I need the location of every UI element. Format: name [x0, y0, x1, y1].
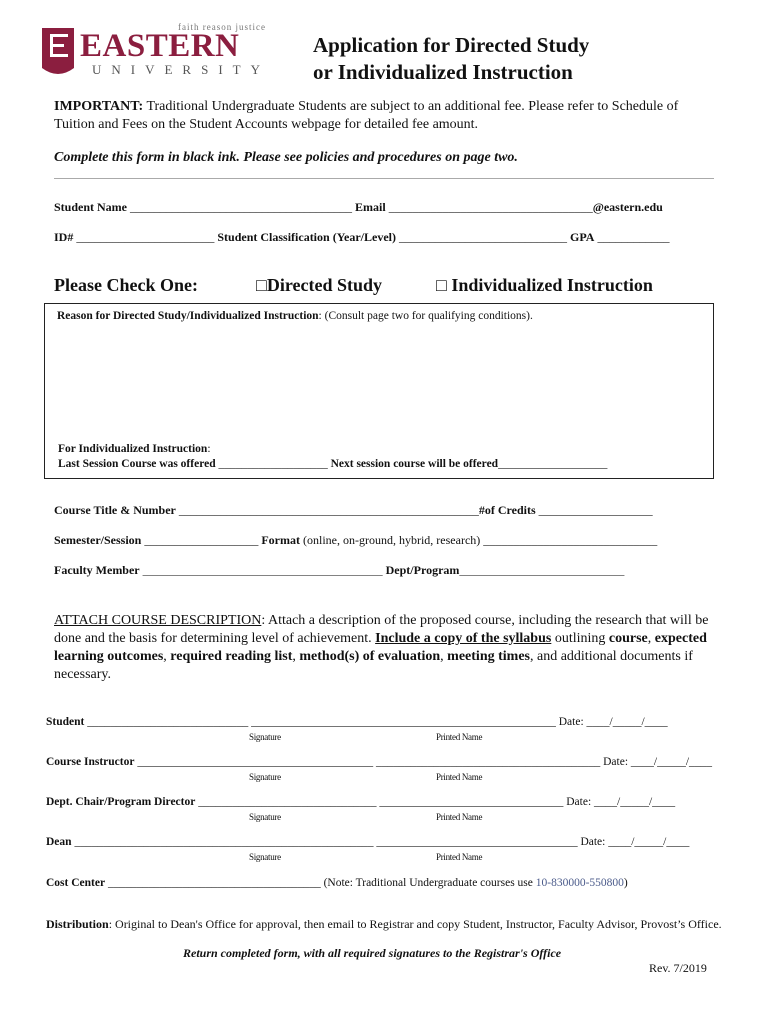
- email-label: Email: [355, 200, 386, 214]
- course-title-field[interactable]: __________________________________________________: [178, 503, 479, 517]
- reason-label: Reason for Directed Study/Individualized Instruction: [57, 310, 319, 322]
- important-text: Traditional Undergraduate Students are subject to an additional fee. Please refer to Schedule of Tuition and Fees on the Student Accounts webpage for detailed fee amount.: [54, 99, 679, 132]
- return-instruction: Return completed form, with all required signatures to the Registrar's Office: [183, 946, 562, 960]
- signature-caption: Signature: [249, 732, 281, 742]
- semester-field[interactable]: ___________________: [144, 533, 259, 547]
- divider: [54, 178, 714, 179]
- attach-description: [54, 612, 724, 684]
- comma: ,: [440, 649, 444, 664]
- signature-field[interactable]: ____________________________: [87, 716, 249, 728]
- signature-field[interactable]: ____________________________________________________: [74, 836, 374, 848]
- next-session-label: Next session course will be offered: [330, 458, 499, 470]
- printed-name-caption: Printed Name: [436, 732, 483, 742]
- cost-center-label: Cost Center: [46, 877, 106, 889]
- distribution-label: Distribution: [46, 917, 109, 931]
- signature-field[interactable]: _________________________________________: [137, 756, 374, 768]
- printed-name-caption: Printed Name: [436, 852, 483, 862]
- reason-note: : (Consult page two for qualifying conditions).: [318, 310, 533, 322]
- format-note: (online, on-ground, hybrid, research): [302, 533, 481, 547]
- last-session-label: Last Session Course was offered: [58, 458, 216, 470]
- printed-name-field[interactable]: _______________________________________: [375, 756, 601, 768]
- form-title: [313, 32, 589, 86]
- student-name-label: Student Name: [54, 200, 128, 214]
- attach-text: : Attach a description of the proposed course, including the research that will be done and the basis for determining level of achievement.: [54, 613, 709, 646]
- signature-caption: Signature: [249, 812, 281, 822]
- directed-study-label: Directed Study: [266, 275, 383, 295]
- student-info-row1: [54, 200, 663, 215]
- course-title-row: [54, 503, 653, 518]
- dept-program-field[interactable]: _________________________________: [459, 566, 625, 577]
- cost-center-note-end: ): [623, 877, 628, 889]
- ink-instruction: Complete this form in black ink. Please see policies and procedures on page two.: [54, 150, 518, 165]
- logo-motto: faith reason justice: [178, 22, 266, 32]
- req-course: course: [608, 631, 648, 646]
- faculty-label: Faculty Member: [54, 563, 140, 577]
- date-field[interactable]: Date: ____/_____/____: [566, 796, 676, 808]
- course-title-label: Course Title & Number: [54, 503, 176, 517]
- individualized-label: For Individualized Instruction: [58, 443, 208, 455]
- signature-role: Dept. Chair/Program Director: [46, 796, 196, 808]
- req-methods: method(s) of evaluation: [299, 649, 441, 664]
- last-session-field[interactable]: ___________________: [218, 458, 328, 470]
- gpa-field[interactable]: ____________: [597, 230, 670, 244]
- distribution-note: [46, 917, 722, 932]
- check-one-label: Please Check One:: [54, 275, 198, 295]
- req-outcomes: expected learning outcomes: [54, 631, 707, 664]
- date-field[interactable]: Date: ____/_____/____: [558, 716, 668, 728]
- cost-center-note: (Note: Traditional Undergraduate courses use: [323, 877, 533, 889]
- logo-wordmark: EASTERN: [80, 28, 240, 64]
- date-field[interactable]: Date: ____/_____/____: [603, 756, 713, 768]
- format-label: Format: [261, 533, 300, 547]
- cost-center-field[interactable]: _____________________________________: [107, 877, 321, 889]
- individualized-heading: [58, 443, 211, 455]
- email-field[interactable]: __________________________________: [388, 200, 593, 214]
- printed-name-caption: Printed Name: [436, 772, 483, 782]
- cost-center-row: [46, 877, 628, 889]
- cost-center-code: 10-830000-550800: [535, 877, 624, 889]
- date-field[interactable]: Date: ____/_____/____: [580, 836, 690, 848]
- comma: ,: [292, 649, 296, 664]
- semester-row: [54, 533, 657, 548]
- student-info-row2: [54, 230, 669, 245]
- email-domain: @eastern.edu: [592, 200, 663, 214]
- attach-heading: ATTACH COURSE DESCRIPTION: [54, 613, 262, 628]
- comma: ,: [163, 649, 167, 664]
- outlining-text: outlining: [554, 631, 606, 646]
- comma: ,: [647, 631, 652, 646]
- dept-program-label: Dept/Program: [385, 563, 460, 577]
- printed-name-field[interactable]: ________________________________: [379, 796, 564, 808]
- id-field[interactable]: _______________________: [76, 230, 215, 244]
- signature-field[interactable]: _______________________________: [198, 796, 377, 808]
- reason-heading: [57, 310, 533, 322]
- semester-label: Semester/Session: [54, 533, 142, 547]
- revision-date: Rev. 7/2019: [649, 961, 707, 975]
- faculty-field[interactable]: ________________________________________________: [142, 566, 383, 577]
- signature-role: Dean: [46, 836, 72, 848]
- dean-signature-row: [46, 836, 689, 848]
- classification-field[interactable]: ____________________________: [399, 230, 567, 244]
- attach-closing: , and additional documents if necessary.: [54, 649, 693, 682]
- signature-role: Student: [46, 716, 85, 728]
- form-title-line2: or Individualized Instruction: [313, 60, 573, 84]
- printed-name-field[interactable]: ___________________________________: [376, 836, 578, 848]
- syllabus-requirement: Include a copy of the syllabus: [375, 631, 552, 646]
- req-meeting: meeting times: [447, 649, 530, 664]
- printed-name-caption: Printed Name: [436, 812, 483, 822]
- signature-role: Course Instructor: [46, 756, 135, 768]
- credits-field[interactable]: ___________________: [538, 503, 653, 517]
- next-session-field[interactable]: ___________________: [498, 458, 608, 470]
- req-reading: required reading list: [170, 649, 293, 664]
- individualized-instruction-option[interactable]: [436, 275, 653, 296]
- format-field[interactable]: _____________________________: [483, 533, 658, 547]
- form-title-line1: Application for Directed Study: [313, 33, 590, 57]
- faculty-row: [54, 563, 624, 578]
- logo-university: UNIVERSITY: [92, 62, 270, 77]
- credits-label: #of Credits: [478, 503, 536, 517]
- printed-name-field[interactable]: _____________________________________________________: [251, 716, 556, 728]
- session-row: [58, 458, 607, 470]
- individualized-instruction-label: Individualized Instruction: [451, 275, 653, 295]
- important-notice: [54, 98, 714, 134]
- important-label: IMPORTANT:: [54, 99, 144, 114]
- individualized-instruction-checkbox[interactable]: □: [436, 275, 447, 295]
- directed-study-option[interactable]: [256, 275, 382, 296]
- gpa-label: GPA: [570, 230, 595, 244]
- distribution-text: : Original to Dean's Office for approval, then email to Registrar and copy Student, Instructor, Faculty Advisor, Provost’s Office.: [108, 917, 722, 931]
- classification-label: Student Classification (Year/Level): [217, 230, 396, 244]
- student-name-field[interactable]: _____________________________________: [130, 200, 353, 214]
- instructor-signature-row: [46, 756, 712, 768]
- individualized-colon: :: [207, 443, 211, 455]
- id-label: ID#: [54, 230, 74, 244]
- signature-caption: Signature: [249, 772, 281, 782]
- signature-caption: Signature: [249, 852, 281, 862]
- student-signature-row: [46, 716, 668, 728]
- directed-study-checkbox[interactable]: □: [256, 275, 267, 295]
- chair-signature-row: [46, 796, 675, 808]
